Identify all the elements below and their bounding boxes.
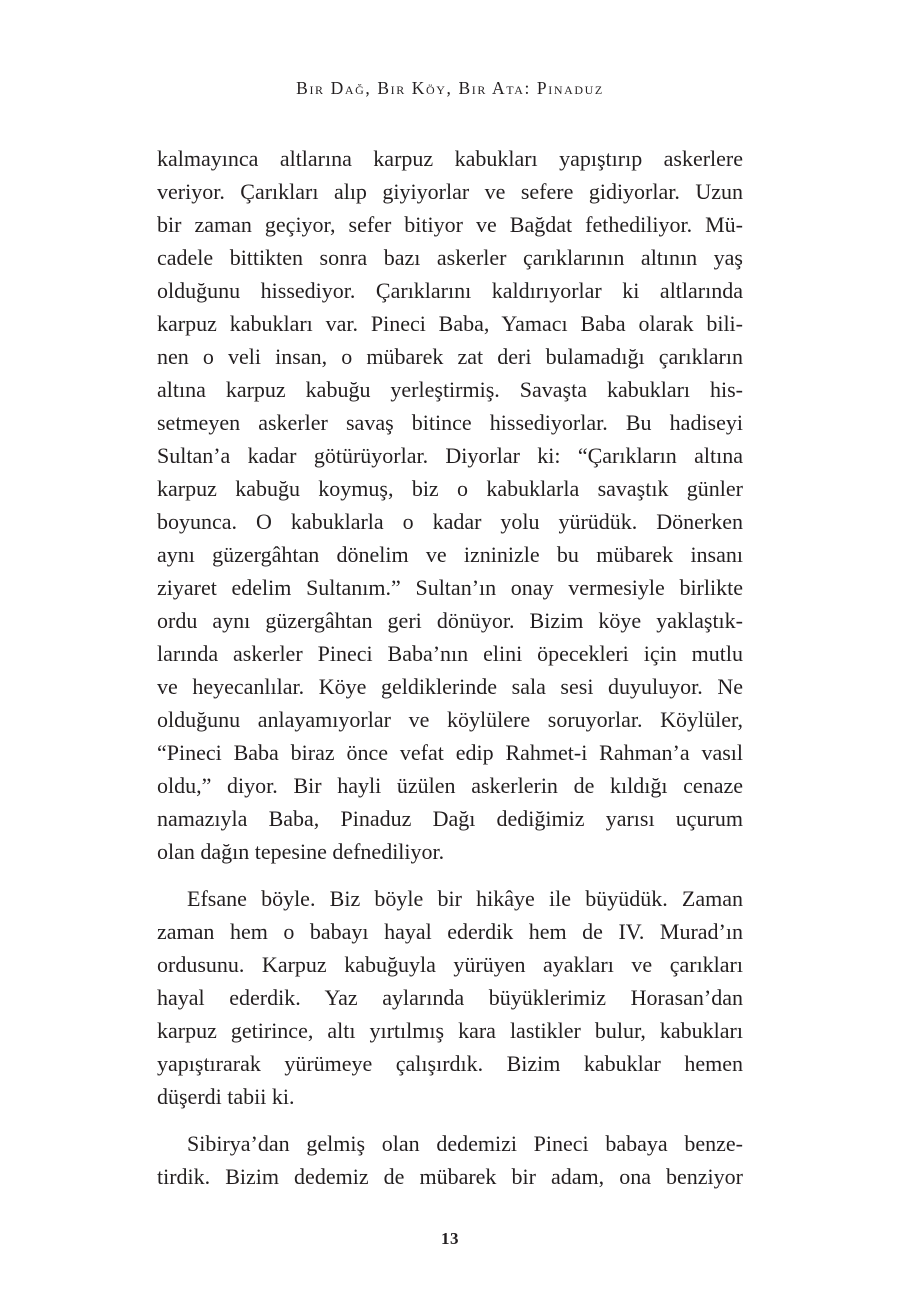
text-line: hayal ederdik. Yaz aylarında büyüklerimiz Horasan’dan xyxy=(157,985,743,1010)
text-line: Efsane böyle. Biz böyle bir hikâye ile büyüdük. Zaman xyxy=(187,886,743,911)
text-line: karpuz kabukları var. Pineci Baba, Yamacı Baba olarak bili- xyxy=(157,311,743,336)
text-line: altına karpuz kabuğu yerleştirmiş. Savaşta kabukları his- xyxy=(157,377,743,402)
text-line: aynı güzergâhtan dönelim ve izninizle bu mübarek insanı xyxy=(157,542,743,567)
text-line: ordu aynı güzergâhtan geri dönüyor. Bizim köye yaklaştık- xyxy=(157,608,743,633)
text-line: cadele bittikten sonra bazı askerler çarıklarının altının yaş xyxy=(157,245,743,270)
text-line: “Pineci Baba biraz önce vefat edip Rahmet-i Rahman’a vasıl xyxy=(157,740,743,765)
text-line: karpuz kabuğu koymuş, biz o kabuklarla savaştık günler xyxy=(157,476,743,501)
text-line: tirdik. Bizim dedemiz de mübarek bir adam, ona benziyor xyxy=(157,1164,743,1189)
text-line: olduğunu hissediyor. Çarıklarını kaldırıyorlar ki altlarında xyxy=(157,278,743,303)
page-number: 13 xyxy=(441,1229,459,1248)
text-line: veriyor. Çarıkları alıp giyiyorlar ve sefere gidiyorlar. Uzun xyxy=(157,179,743,204)
paragraph-1 xyxy=(157,142,743,868)
text-line: larında askerler Pineci Baba’nın elini öpecekleri için mutlu xyxy=(157,641,743,666)
text-line: düşerdi tabii ki. xyxy=(157,1084,295,1109)
text-line: karpuz getirince, altı yırtılmış kara lastikler bulur, kabukları xyxy=(157,1018,743,1043)
text-line: ziyaret edelim Sultanım.” Sultan’ın onay vermesiyle birlikte xyxy=(157,575,743,600)
text-line: ve heyecanlılar. Köye geldiklerinde sala sesi duyuluyor. Ne xyxy=(157,674,743,699)
text-line: bir zaman geçiyor, sefer bitiyor ve Bağdat fethediliyor. Mü- xyxy=(157,212,743,237)
paragraph-2 xyxy=(157,882,743,1113)
text-line: ordusunu. Karpuz kabuğuyla yürüyen ayakları ve çarıkları xyxy=(157,952,743,977)
text-line: Sultan’a kadar götürüyorlar. Diyorlar ki: “Çarıkların altına xyxy=(157,443,743,468)
text-line: yapıştırarak yürümeye çalışırdık. Bizim kabuklar hemen xyxy=(157,1051,743,1076)
text-line: zaman hem o babayı hayal ederdik hem de IV. Murad’ın xyxy=(157,919,743,944)
text-line: Sibirya’dan gelmiş olan dedemizi Pineci babaya benze- xyxy=(187,1131,743,1156)
text-line: setmeyen askerler savaş bitince hissediyorlar. Bu hadiseyi xyxy=(157,410,743,435)
body-text xyxy=(157,142,743,1193)
text-line: oldu,” diyor. Bir hayli üzülen askerlerin de kıldığı cenaze xyxy=(157,773,743,798)
text-line: namazıyla Baba, Pinaduz Dağı dediğimiz yarısı uçurum xyxy=(157,806,743,831)
text-line: kalmayınca altlarına karpuz kabukları yapıştırıp askerlere xyxy=(157,146,743,171)
text-line: nen o veli insan, o mübarek zat deri bulamadığı çarıkların xyxy=(157,344,743,369)
text-line: olan dağın tepesine defnediliyor. xyxy=(157,839,445,864)
paragraph-3 xyxy=(157,1127,743,1193)
text-line: boyunca. O kabuklarla o kadar yolu yürüdük. Dönerken xyxy=(157,509,743,534)
text-line: olduğunu anlayamıyorlar ve köylülere soruyorlar. Köylüler, xyxy=(157,707,743,732)
running-header: Bir Dağ, Bir Köy, Bir Ata: Pinaduz xyxy=(296,78,604,98)
